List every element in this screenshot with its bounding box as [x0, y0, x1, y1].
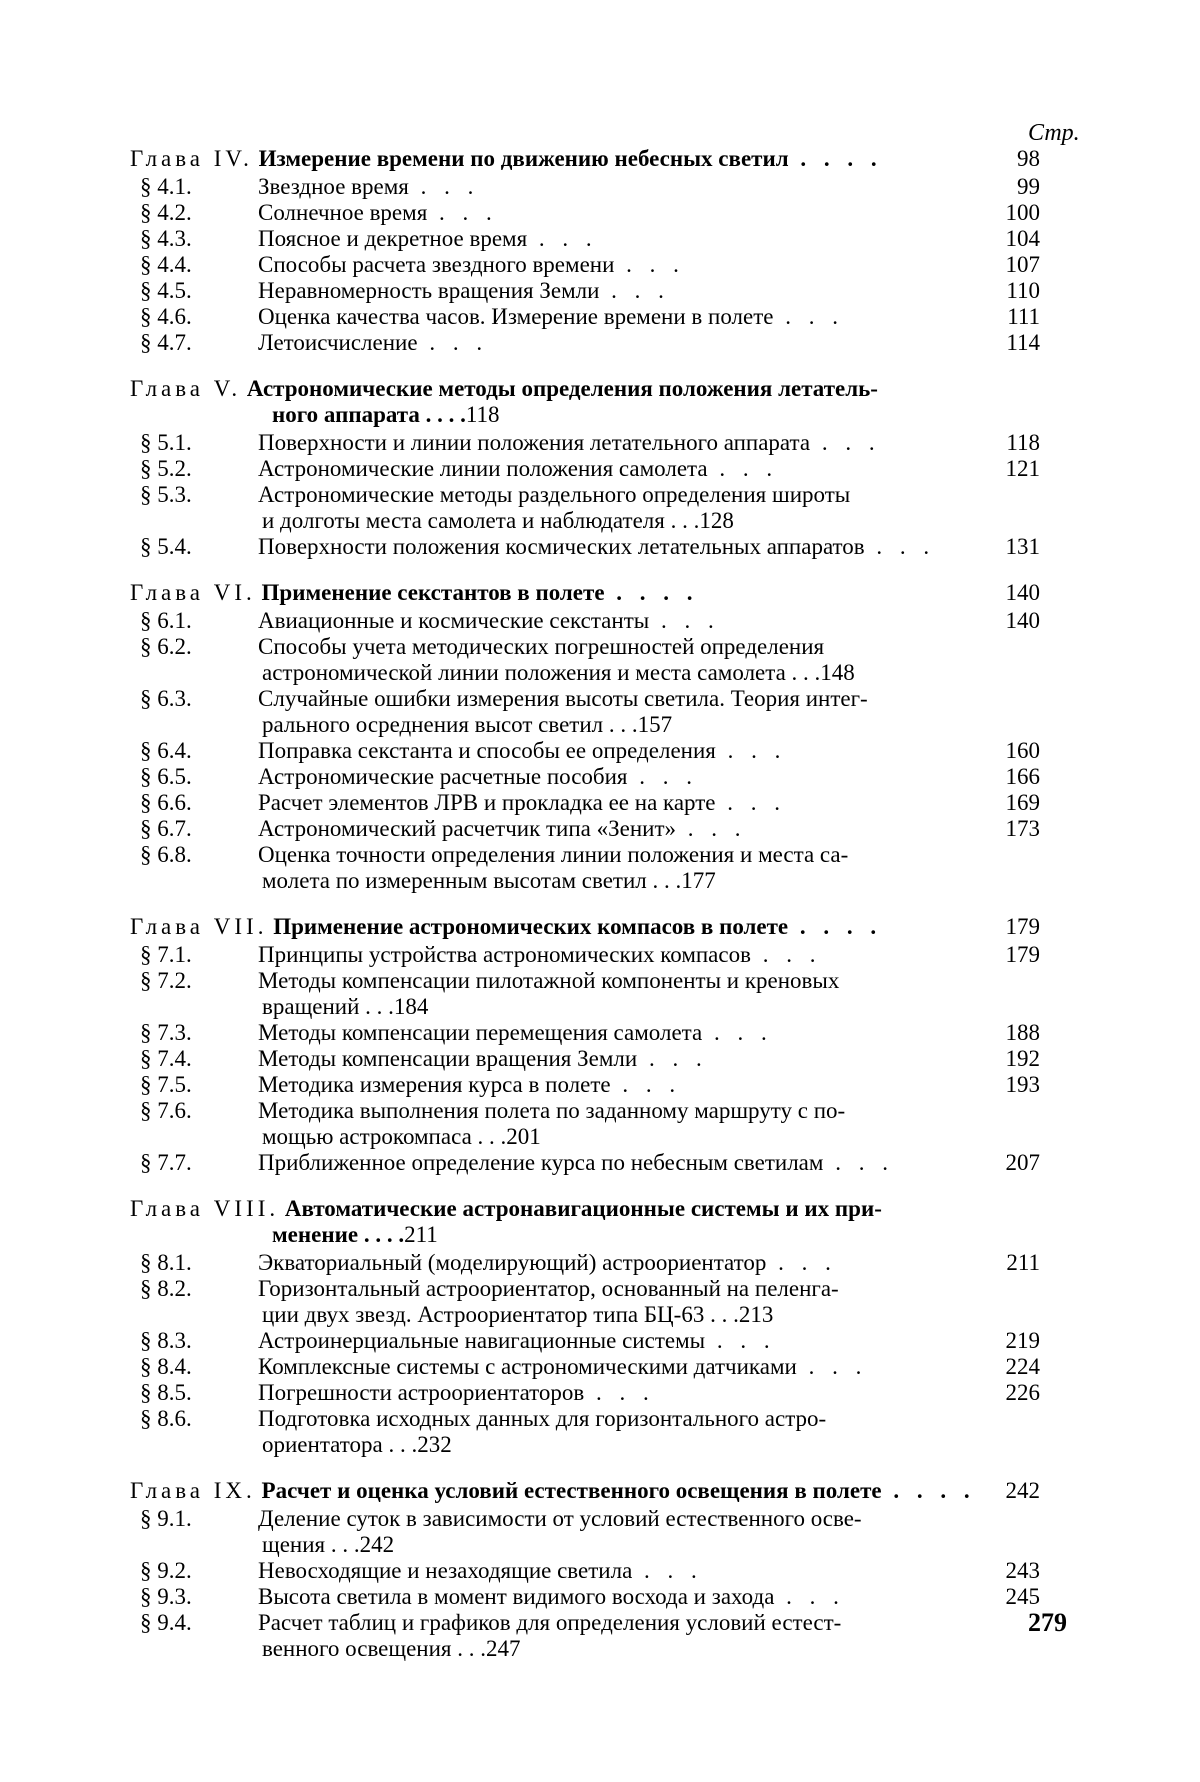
- section-number: § 9.3.: [140, 1584, 258, 1610]
- section-number: § 5.2.: [140, 456, 258, 482]
- section-page: 213: [739, 1302, 774, 1327]
- leader-dots: . . .: [702, 1020, 773, 1045]
- leader-dots: . . .: [359, 994, 394, 1019]
- section-line: [262, 508, 1040, 534]
- chapter-title: ного аппарата: [272, 402, 420, 427]
- section-title: Оценка качества часов. Измерение времени в полете: [258, 304, 773, 329]
- section-title: Методика измерения курса в полете: [258, 1072, 611, 1097]
- section-page: 232: [417, 1432, 452, 1457]
- leader-dots: . . .: [773, 304, 844, 329]
- section-line: [140, 1250, 1040, 1276]
- section-number: § 7.4.: [140, 1046, 258, 1072]
- chapter-page: 211: [404, 1222, 438, 1247]
- leader-dots: . . .: [603, 712, 638, 737]
- section-title: рального осреднения высот светил: [262, 712, 603, 737]
- section-line: [140, 1380, 1040, 1406]
- chapter-heading-line: [130, 1478, 1040, 1504]
- section-number: § 4.6.: [140, 304, 258, 330]
- section-title: Астрономические методы раздельного определения широты: [258, 482, 850, 507]
- section-page: 166: [1006, 764, 1041, 790]
- section-number: § 6.5.: [140, 764, 258, 790]
- section-number: § 6.7.: [140, 816, 258, 842]
- leader-dots: . . . .: [789, 146, 883, 171]
- leader-dots: . . .: [786, 660, 821, 685]
- section-number: § 8.1.: [140, 1250, 258, 1276]
- section-page: 140: [1006, 608, 1041, 634]
- section-title: Поправка секстанта и способы ее определения: [258, 738, 716, 763]
- section-title: Невосходящие и незаходящие светила: [258, 1558, 632, 1583]
- leader-dots: . . .: [383, 1432, 418, 1457]
- section-page: 169: [1006, 790, 1041, 816]
- section-line: [262, 1636, 1040, 1662]
- section-line: [140, 634, 1040, 660]
- section-title: Солнечное время: [258, 200, 427, 225]
- section-number: § 7.2.: [140, 968, 258, 994]
- section-number: § 4.1.: [140, 174, 258, 200]
- chapter-title: Автоматические астронавигационные системы и их при-: [285, 1196, 882, 1221]
- chapter-heading-line: [130, 914, 1040, 940]
- section-title: Летоисчисление: [258, 330, 418, 355]
- chapter-page: 98: [1017, 146, 1040, 172]
- section-title: Методика выполнения полета по заданному маршруту с по-: [258, 1098, 845, 1123]
- section-line: [262, 712, 1040, 738]
- section-line: [140, 942, 1040, 968]
- section-page: 121: [1006, 456, 1041, 482]
- leader-dots: . . .: [823, 1150, 894, 1175]
- section-number: § 7.5.: [140, 1072, 258, 1098]
- leader-dots: . . .: [676, 816, 747, 841]
- section-number: § 8.2.: [140, 1276, 258, 1302]
- section-title: Астрономические расчетные пособия: [258, 764, 628, 789]
- chapter-heading-line: [272, 402, 1040, 428]
- section-line: [140, 738, 1040, 764]
- section-title: Способы расчета звездного времени: [258, 252, 614, 277]
- section-title: Приближенное определение курса по небесным светилам: [258, 1150, 823, 1175]
- section-line: [140, 968, 1040, 994]
- section-page: 193: [1006, 1072, 1041, 1098]
- chapter-page: 140: [1006, 580, 1041, 606]
- section-title: Принципы устройства астрономических компасов: [258, 942, 751, 967]
- section-line: [140, 1098, 1040, 1124]
- chapter-page: 118: [466, 402, 500, 427]
- section-page: 128: [699, 508, 734, 533]
- section-title: вращений: [262, 994, 359, 1019]
- leader-dots: . . .: [797, 1354, 868, 1379]
- section-title: Звездное время: [258, 174, 409, 199]
- section-number: § 6.1.: [140, 608, 258, 634]
- leader-dots: . . .: [452, 1636, 487, 1661]
- section-number: § 4.4.: [140, 252, 258, 278]
- toc-page: [0, 0, 1200, 1782]
- chapter-title: Измерение времени по движению небесных светил: [259, 146, 789, 171]
- section-number: § 5.1.: [140, 430, 258, 456]
- section-title: Высота светила в момент видимого восхода и захода: [258, 1584, 774, 1609]
- section-title: ориентатора: [262, 1432, 383, 1457]
- section-line: [140, 226, 1040, 252]
- section-line: [140, 1406, 1040, 1432]
- leader-dots: . . .: [472, 1124, 507, 1149]
- section-line: [140, 304, 1040, 330]
- section-number: § 8.3.: [140, 1328, 258, 1354]
- page-column-label: Стр.: [1028, 118, 1080, 148]
- section-page: 192: [1006, 1046, 1041, 1072]
- section-line: [262, 1124, 1040, 1150]
- chapter-title: Астрономические методы определения положения летатель-: [247, 376, 878, 401]
- leader-dots: . . . .: [605, 580, 699, 605]
- section-page: 131: [1006, 534, 1041, 560]
- section-line: [140, 686, 1040, 712]
- leader-dots: . . . .: [420, 402, 466, 427]
- section-title: молета по измеренным высотам светил: [262, 868, 647, 893]
- leader-dots: . . .: [409, 174, 480, 199]
- section-page: 226: [1006, 1380, 1041, 1406]
- leader-dots: . . .: [614, 252, 685, 277]
- section-title: Подготовка исходных данных для горизонтального астро-: [258, 1406, 826, 1431]
- leader-dots: . . .: [751, 942, 822, 967]
- section-title: Астроинерциальные навигационные системы: [258, 1328, 705, 1353]
- chapter-title: Расчет и оценка условий естественного освещения в полете: [262, 1478, 882, 1503]
- leader-dots: . . .: [716, 790, 787, 815]
- section-page: 242: [360, 1532, 395, 1557]
- section-title: Астрономический расчетчик типа «Зенит»: [258, 816, 676, 841]
- section-title: Астрономические линии положения самолета: [258, 456, 708, 481]
- section-page: 207: [1006, 1150, 1041, 1176]
- leader-dots: . . .: [584, 1380, 655, 1405]
- leader-dots: . . .: [708, 456, 779, 481]
- section-number: § 8.5.: [140, 1380, 258, 1406]
- chapter-title: менение: [272, 1222, 358, 1247]
- section-page: 219: [1006, 1328, 1041, 1354]
- leader-dots: . . .: [705, 1328, 776, 1353]
- section-page: 118: [1006, 430, 1040, 456]
- leader-dots: . . .: [810, 430, 881, 455]
- section-line: [140, 1506, 1040, 1532]
- section-line: [140, 174, 1040, 200]
- leader-dots: . . .: [599, 278, 670, 303]
- chapter-label: Глава IV.: [130, 146, 253, 171]
- section-title: венного освещения: [262, 1636, 452, 1661]
- chapter-title: Применение астрономических компасов в полете: [273, 914, 788, 939]
- leader-dots: . . .: [632, 1558, 703, 1583]
- section-title: щения: [262, 1532, 325, 1557]
- section-line: [140, 278, 1040, 304]
- section-title: Авиационные и космические секстанты: [258, 608, 649, 633]
- section-title: Поясное и декретное время: [258, 226, 527, 251]
- leader-dots: . . .: [418, 330, 489, 355]
- section-line: [140, 1150, 1040, 1176]
- section-line: [262, 660, 1040, 686]
- section-line: [140, 252, 1040, 278]
- section-title: мощью астрокомпаса: [262, 1124, 472, 1149]
- section-number: § 4.7.: [140, 330, 258, 356]
- section-line: [140, 1584, 1040, 1610]
- section-page: 211: [1006, 1250, 1040, 1276]
- section-title: Методы компенсации перемещения самолета: [258, 1020, 702, 1045]
- section-line: [140, 764, 1040, 790]
- chapter-label: Глава VII.: [130, 914, 267, 939]
- section-line: [140, 1354, 1040, 1380]
- section-page: 160: [1006, 738, 1041, 764]
- section-number: § 7.3.: [140, 1020, 258, 1046]
- section-title: Поверхности и линии положения летательного аппарата: [258, 430, 810, 455]
- section-line: [140, 1610, 1040, 1636]
- section-title: Поверхности положения космических летательных аппаратов: [258, 534, 865, 559]
- chapter-label: Глава VIII.: [130, 1196, 279, 1221]
- section-page: 243: [1006, 1558, 1041, 1584]
- section-page: 114: [1006, 330, 1040, 356]
- section-number: § 9.1.: [140, 1506, 258, 1532]
- section-number: § 6.3.: [140, 686, 258, 712]
- section-page: 148: [820, 660, 855, 685]
- section-page: 104: [1006, 226, 1041, 252]
- chapter-page: 179: [1006, 914, 1041, 940]
- chapter-heading-line: [130, 580, 1040, 606]
- section-number: § 8.4.: [140, 1354, 258, 1380]
- section-title: Случайные ошибки измерения высоты светила. Теория интег-: [258, 686, 868, 711]
- chapter-label: Глава V.: [130, 376, 241, 401]
- section-line: [140, 1046, 1040, 1072]
- section-line: [140, 1558, 1040, 1584]
- section-line: [262, 1532, 1040, 1558]
- section-number: § 5.4.: [140, 534, 258, 560]
- leader-dots: . . .: [628, 764, 699, 789]
- section-title: Горизонтальный астроориентатор, основанный на пеленга-: [258, 1276, 839, 1301]
- section-line: [140, 790, 1040, 816]
- section-title: Оценка точности определения линии положения и места са-: [258, 842, 848, 867]
- section-number: § 6.4.: [140, 738, 258, 764]
- section-title: Методы компенсации пилотажной компоненты и креновых: [258, 968, 839, 993]
- section-number: § 6.6.: [140, 790, 258, 816]
- leader-dots: . . .: [637, 1046, 708, 1071]
- leader-dots: . . .: [527, 226, 598, 251]
- section-line: [262, 994, 1040, 1020]
- chapter-heading-line: [130, 146, 1040, 172]
- section-title: Расчет элементов ЛРВ и прокладка ее на карте: [258, 790, 716, 815]
- section-title: Расчет таблиц и графиков для определения условий естест-: [258, 1610, 841, 1635]
- section-title: Способы учета методических погрешностей определения: [258, 634, 824, 659]
- leader-dots: . . . .: [358, 1222, 404, 1247]
- chapter-heading-line: [272, 1222, 1040, 1248]
- chapter-heading-line: [130, 1196, 1040, 1222]
- section-line: [140, 1328, 1040, 1354]
- section-number: § 9.4.: [140, 1610, 258, 1636]
- section-line: [262, 868, 1040, 894]
- section-title: Методы компенсации вращения Земли: [258, 1046, 637, 1071]
- section-page: 107: [1006, 252, 1041, 278]
- section-number: § 4.3.: [140, 226, 258, 252]
- leader-dots: . . .: [649, 608, 720, 633]
- leader-dots: . . .: [716, 738, 787, 763]
- section-title: Погрешности астроориентаторов: [258, 1380, 584, 1405]
- section-number: § 7.1.: [140, 942, 258, 968]
- chapter-label: Глава IX.: [130, 1478, 256, 1503]
- chapter-page: 242: [1006, 1478, 1041, 1504]
- section-line: [140, 1020, 1040, 1046]
- leader-dots: . . .: [865, 534, 936, 559]
- section-line: [140, 816, 1040, 842]
- section-title: и долготы места самолета и наблюдателя: [262, 508, 665, 533]
- section-title: Неравномерность вращения Земли: [258, 278, 599, 303]
- section-line: [262, 1302, 1040, 1328]
- section-page: 100: [1006, 200, 1041, 226]
- leader-dots: . . .: [766, 1250, 837, 1275]
- section-page: 110: [1006, 278, 1040, 304]
- section-page: 245: [1006, 1584, 1041, 1610]
- section-title: Экваториальный (моделирующий) астроориентатор: [258, 1250, 766, 1275]
- section-page: 111: [1007, 304, 1040, 330]
- section-line: [140, 534, 1040, 560]
- section-number: § 5.3.: [140, 482, 258, 508]
- section-line: [140, 430, 1040, 456]
- leader-dots: . . . .: [882, 1478, 976, 1503]
- leader-dots: . . . .: [788, 914, 882, 939]
- section-line: [140, 330, 1040, 356]
- section-line: [140, 608, 1040, 634]
- section-page: 224: [1006, 1354, 1041, 1380]
- section-page: 188: [1006, 1020, 1041, 1046]
- leader-dots: . . .: [611, 1072, 682, 1097]
- section-number: § 4.2.: [140, 200, 258, 226]
- leader-dots: . . .: [704, 1302, 739, 1327]
- leader-dots: . . .: [647, 868, 682, 893]
- section-number: § 7.6.: [140, 1098, 258, 1124]
- page-number: 279: [1028, 1608, 1067, 1638]
- section-page: 247: [486, 1636, 521, 1661]
- section-title: астрономической линии положения и места самолета: [262, 660, 786, 685]
- section-title: Деление суток в зависимости от условий естественного осве-: [258, 1506, 862, 1531]
- section-number: § 6.8.: [140, 842, 258, 868]
- section-line: [140, 482, 1040, 508]
- section-page: 99: [1017, 174, 1040, 200]
- section-line: [140, 1276, 1040, 1302]
- leader-dots: . . .: [665, 508, 700, 533]
- section-line: [262, 1432, 1040, 1458]
- leader-dots: . . .: [774, 1584, 845, 1609]
- chapter-title: Применение секстантов в полете: [262, 580, 605, 605]
- section-line: [140, 200, 1040, 226]
- chapter-heading-line: [130, 376, 1040, 402]
- section-page: 177: [681, 868, 716, 893]
- section-page: 201: [506, 1124, 541, 1149]
- section-number: § 6.2.: [140, 634, 258, 660]
- section-page: 184: [394, 994, 429, 1019]
- section-page: 179: [1006, 942, 1041, 968]
- section-title: ции двух звезд. Астроориентатор типа БЦ-63: [262, 1302, 704, 1327]
- leader-dots: . . .: [325, 1532, 360, 1557]
- section-number: § 9.2.: [140, 1558, 258, 1584]
- leader-dots: . . .: [427, 200, 498, 225]
- section-line: [140, 456, 1040, 482]
- section-page: 157: [638, 712, 673, 737]
- chapter-label: Глава VI.: [130, 580, 256, 605]
- section-number: § 7.7.: [140, 1150, 258, 1176]
- section-page: 173: [1006, 816, 1041, 842]
- section-line: [140, 842, 1040, 868]
- section-number: § 8.6.: [140, 1406, 258, 1432]
- section-line: [140, 1072, 1040, 1098]
- section-title: Комплексные системы с астрономическими датчиками: [258, 1354, 797, 1379]
- section-number: § 4.5.: [140, 278, 258, 304]
